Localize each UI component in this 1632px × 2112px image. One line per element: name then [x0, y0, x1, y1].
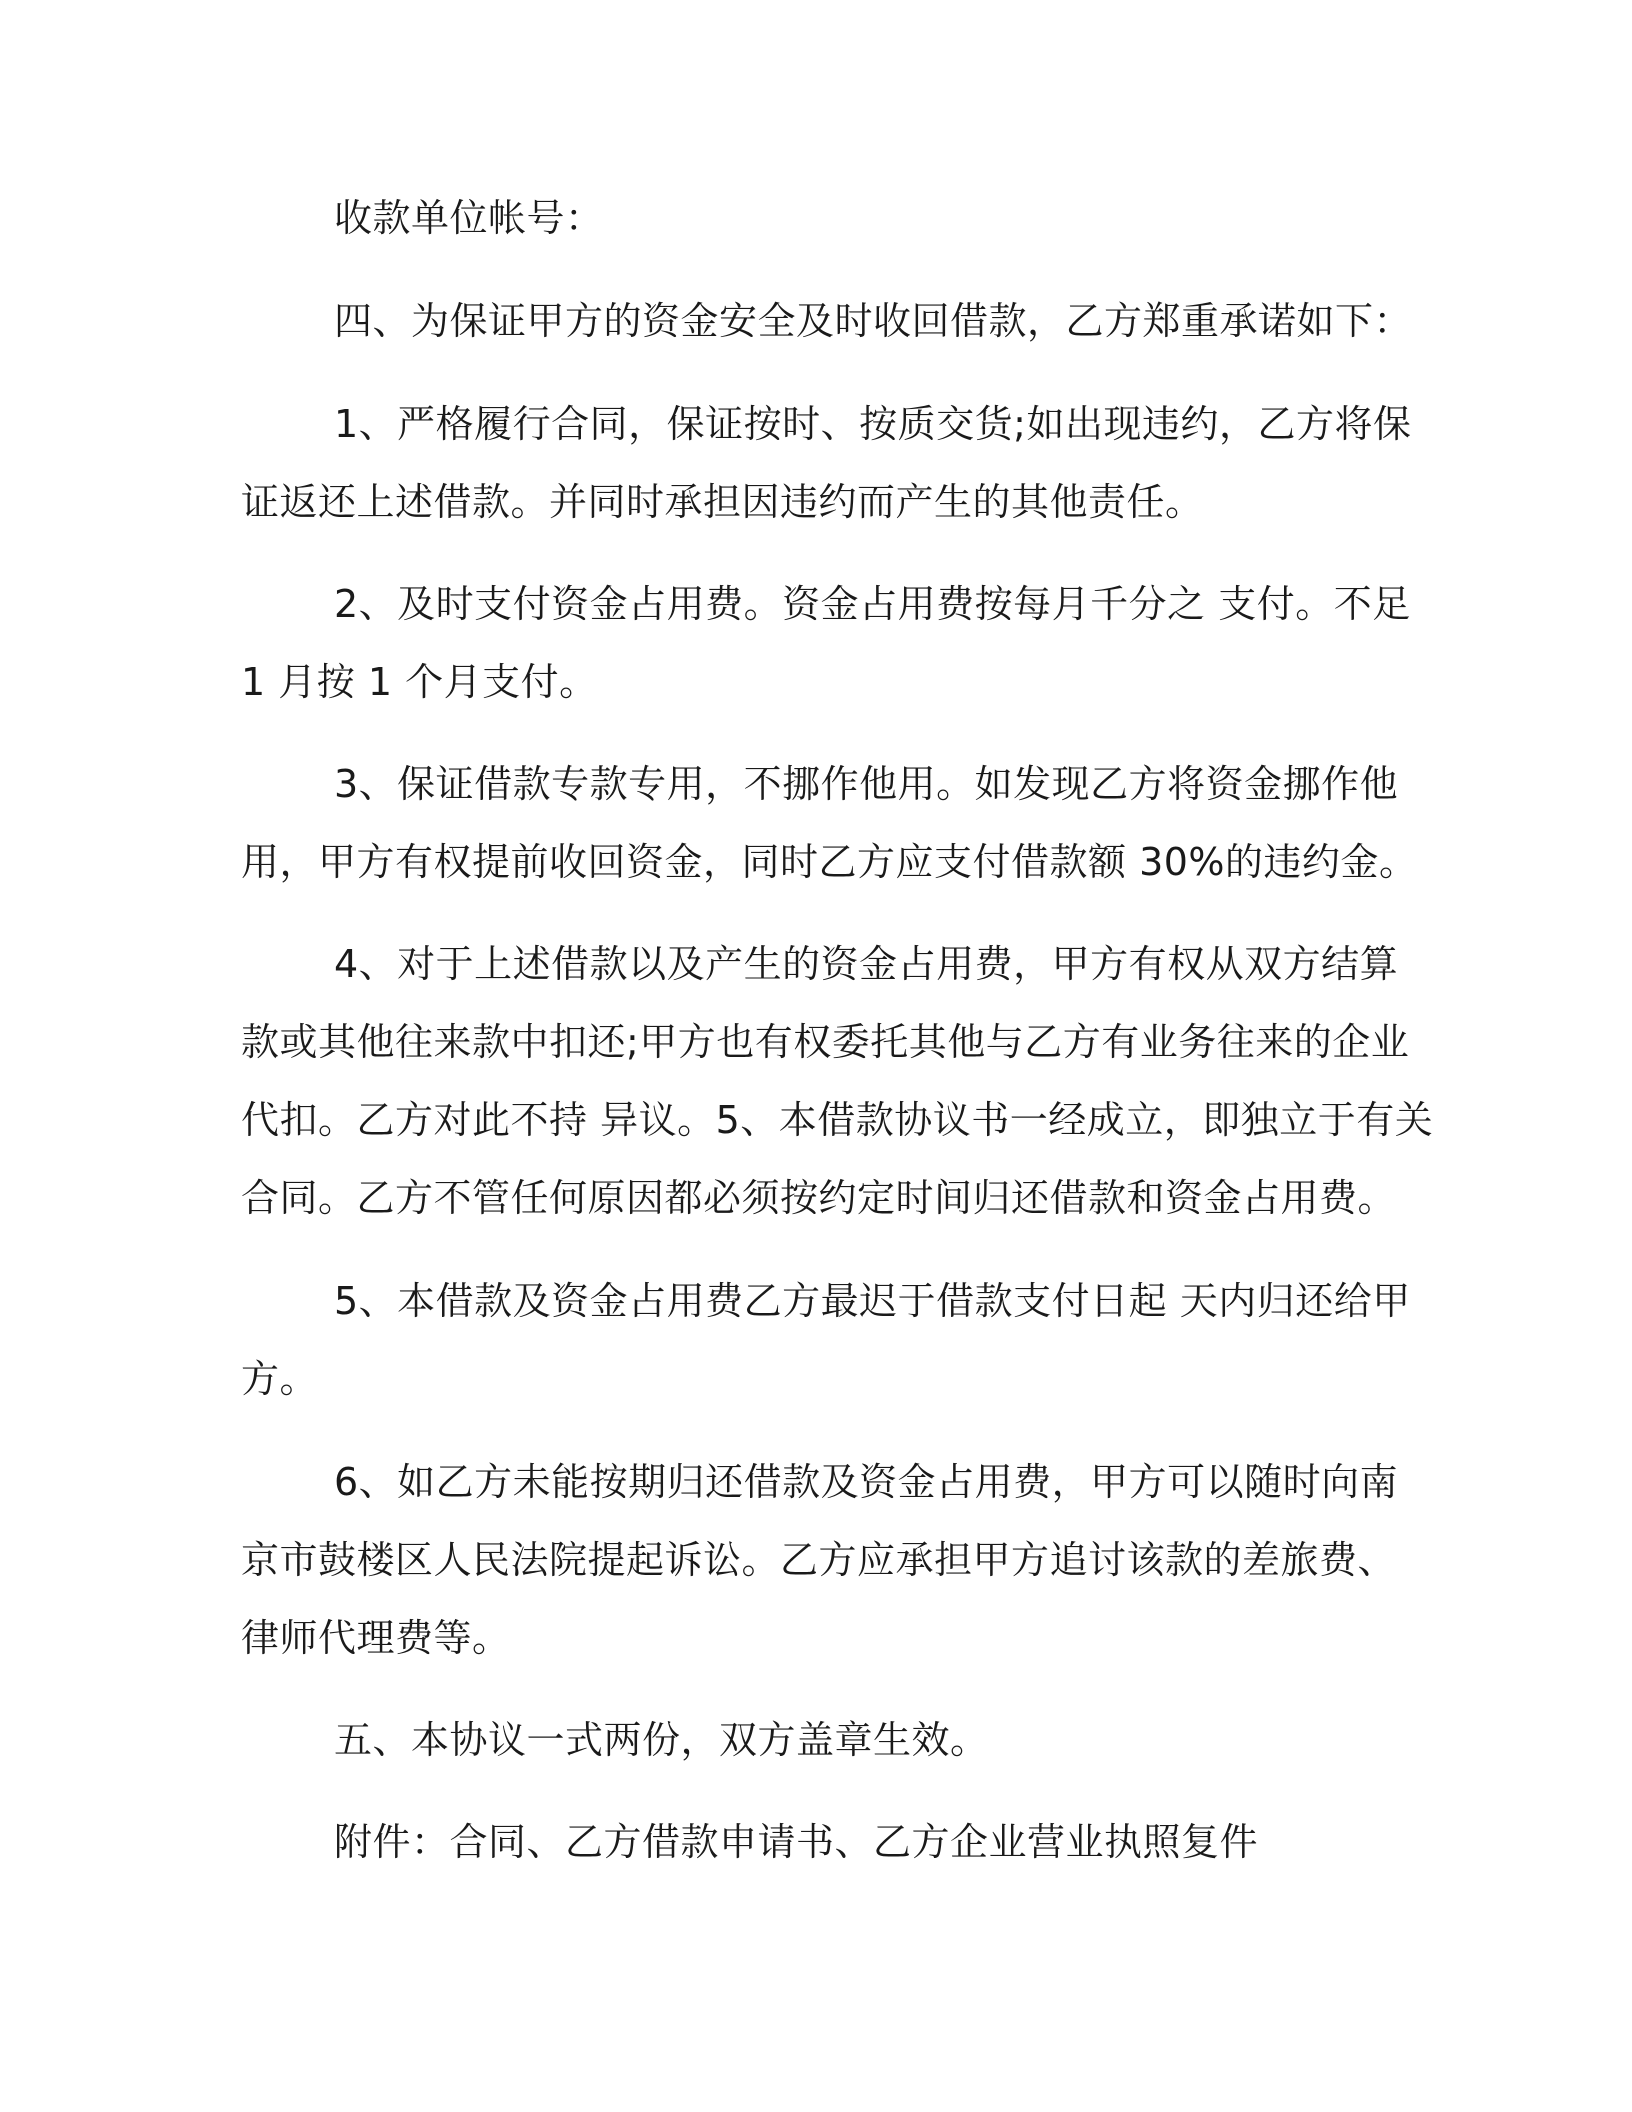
- clause-6-line-1: 6、如乙方未能按期归还借款及资金占用费，甲方可以随时向南: [334, 1460, 1399, 1504]
- clause-3-line-1: 3、保证借款专款专用，不挪作他用。如发现乙方将资金挪作他: [334, 762, 1399, 806]
- section-four-heading: 四、为保证甲方的资金安全及时收回借款，乙方郑重承诺如下：: [334, 299, 1413, 343]
- clause-5-line-1: 5、本借款及资金占用费乙方最迟于借款支付日起 天内归还给甲: [334, 1279, 1411, 1323]
- clause-1-line-2: 证返还上述借款。并同时承担因违约而产生的其他责任。: [241, 480, 1204, 524]
- section-five-line: 五、本协议一式两份，双方盖章生效。: [334, 1718, 989, 1762]
- clause-6-line-3: 律师代理费等。: [241, 1616, 511, 1660]
- attachments-line: 附件：合同、乙方借款申请书、乙方企业营业执照复件: [334, 1820, 1259, 1864]
- clause-5-line-2: 方。: [241, 1357, 319, 1401]
- clause-2-line-1: 2、及时支付资金占用费。资金占用费按每月千分之 支付。不足: [334, 582, 1411, 626]
- clause-2-line-2: 1 月按 1 个月支付。: [241, 660, 598, 704]
- clause-4-line-4: 合同。乙方不管任何原因都必须按约定时间归还借款和资金占用费。: [241, 1176, 1397, 1220]
- clause-4-line-2: 款或其他往来款中扣还;甲方也有权委托其他与乙方有业务往来的企业: [241, 1020, 1410, 1064]
- clause-3-line-2: 用，甲方有权提前收回资金，同时乙方应支付借款额 30%的违约金。: [241, 840, 1418, 884]
- clause-6-line-2: 京市鼓楼区人民法院提起诉讼。乙方应承担甲方追讨该款的差旅费、: [241, 1538, 1397, 1582]
- account-line: 收款单位帐号：: [334, 196, 604, 240]
- clause-1-line-1: 1、严格履行合同，保证按时、按质交货;如出现违约，乙方将保: [334, 402, 1412, 446]
- clause-4-line-3: 代扣。乙方对此不持 异议。5、本借款协议书一经成立，即独立于有关: [241, 1098, 1434, 1142]
- clause-4-line-1: 4、对于上述借款以及产生的资金占用费，甲方有权从双方结算: [334, 942, 1399, 986]
